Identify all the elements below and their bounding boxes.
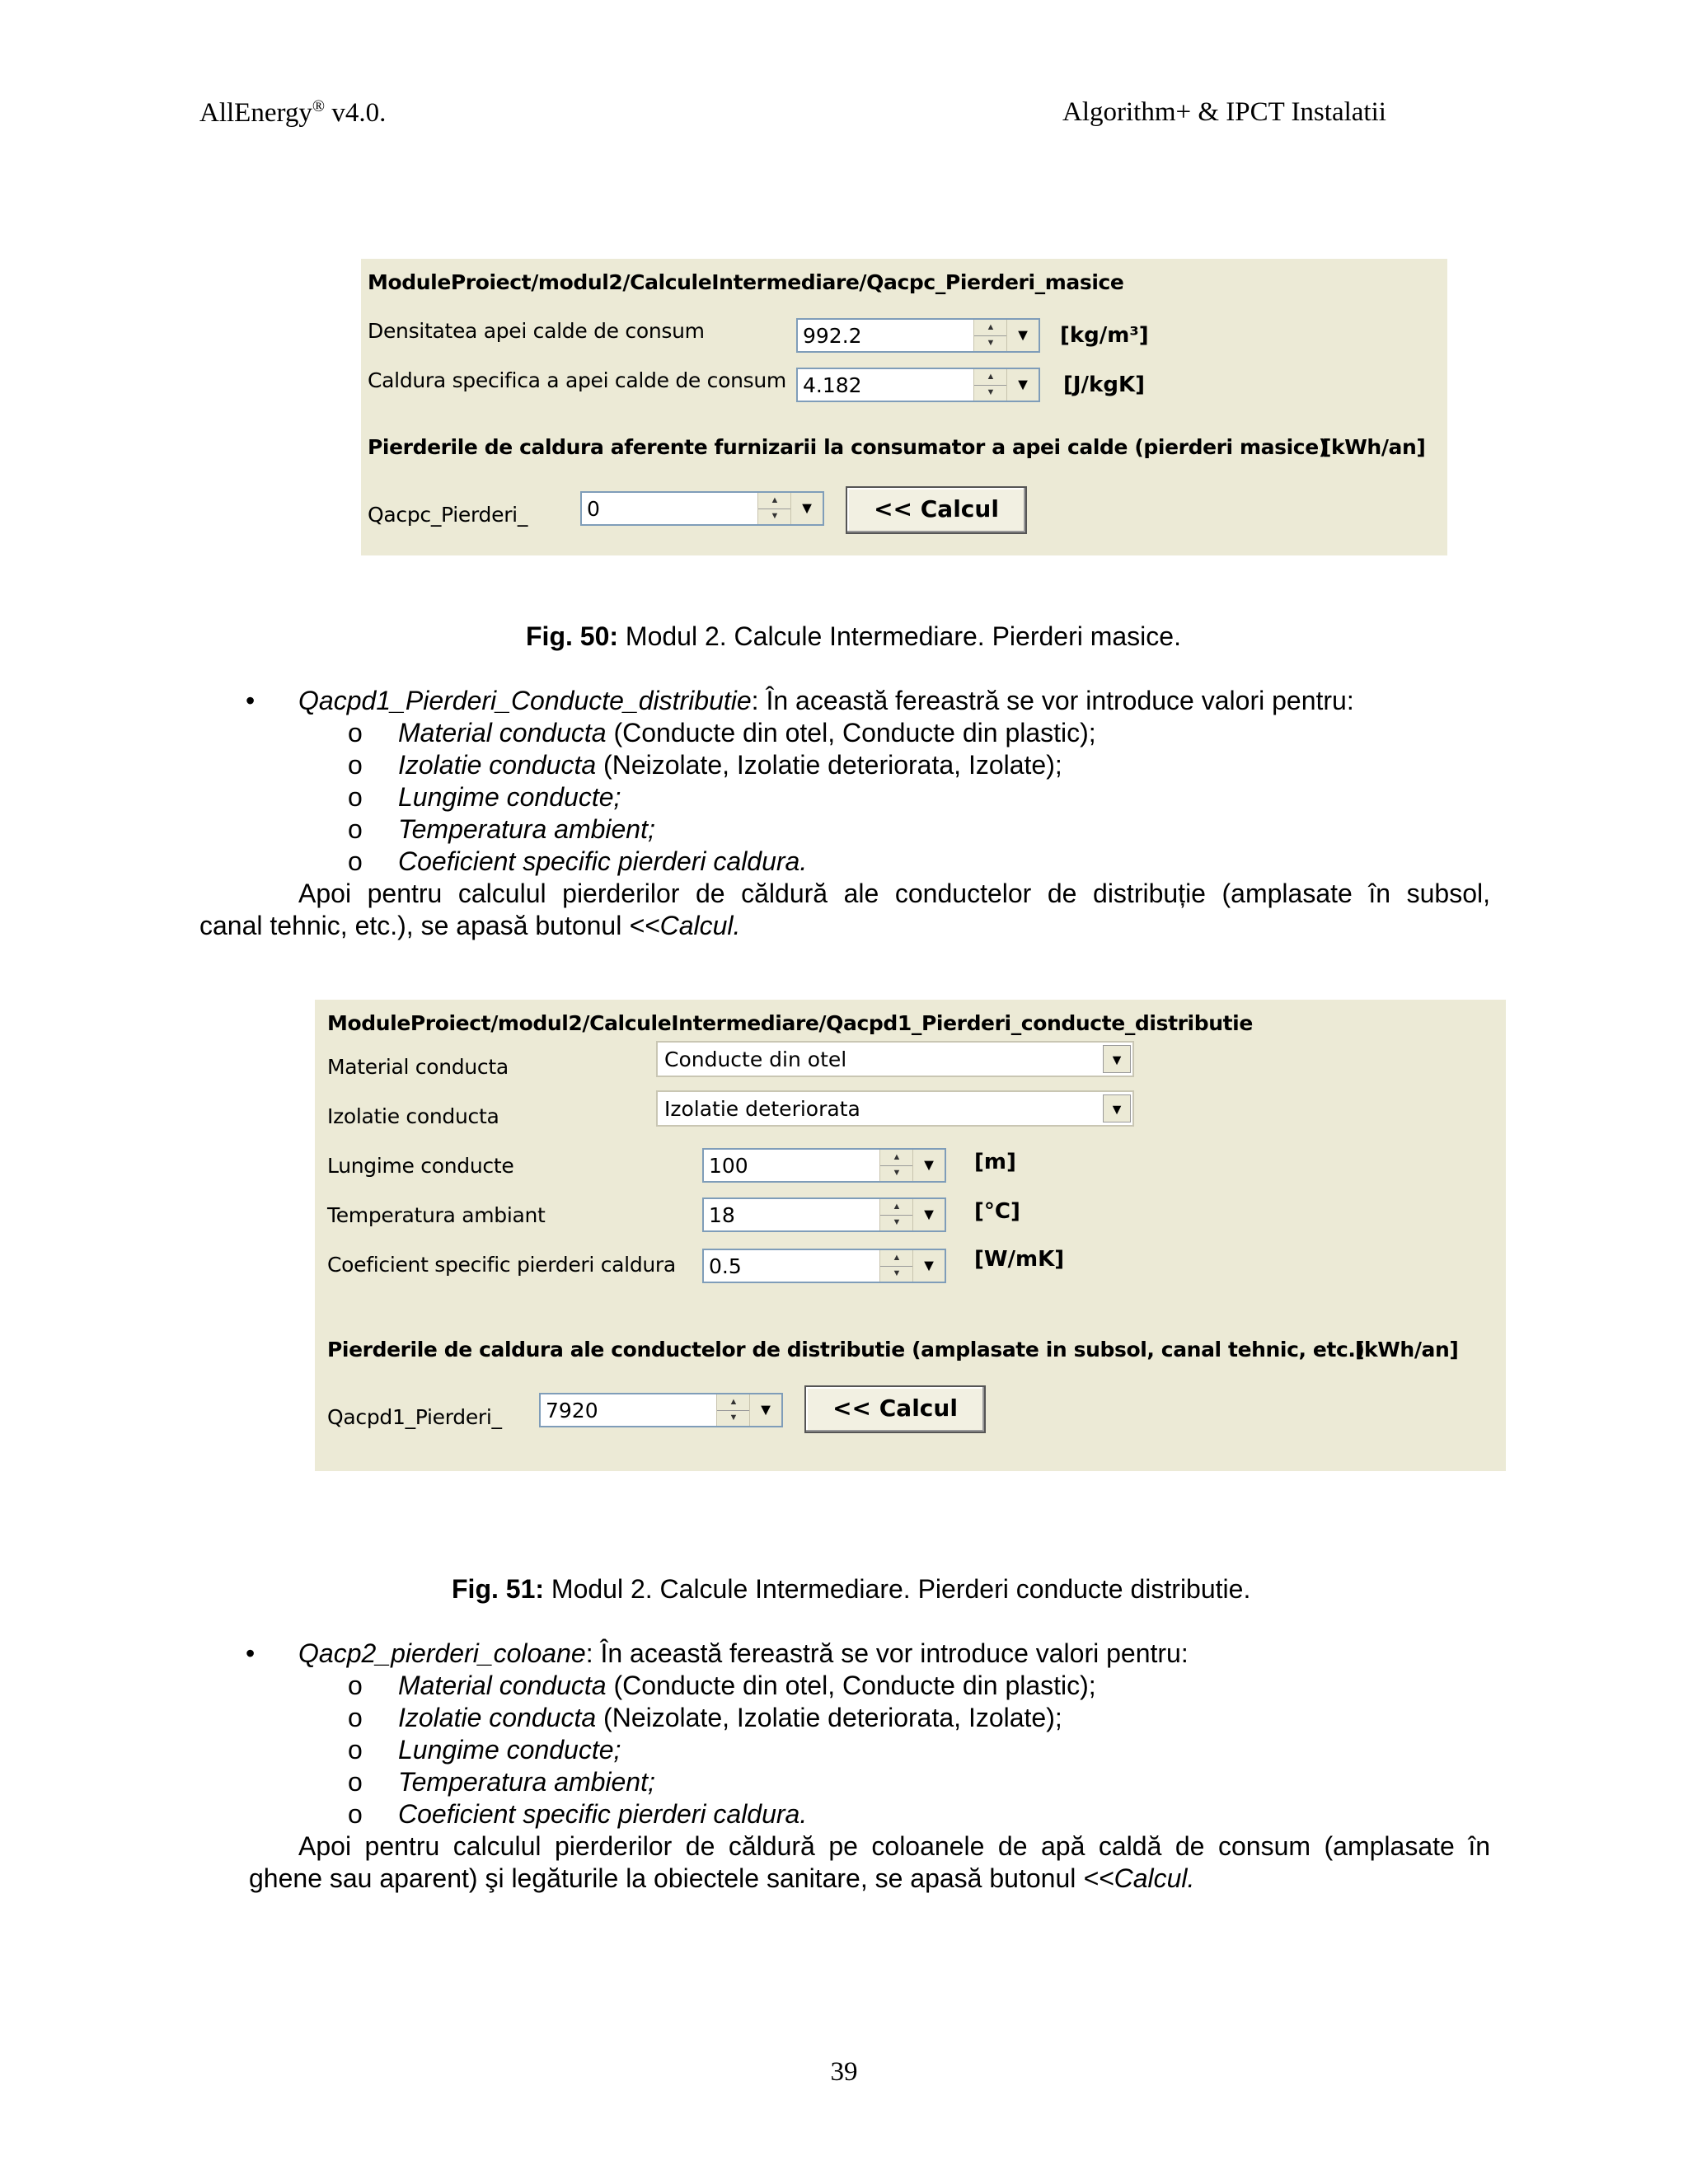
spin-down-icon[interactable]: ▼ [892,1168,902,1178]
section1-item: Coeficient specific pierderi caldura. [398,846,808,876]
fig51-caption: Fig. 51: Modul 2. Calcule Intermediare. Pierderi conducte distributie. [452,1574,1251,1604]
temperatura-unit: [°C] [974,1199,1020,1224]
header-right: Algorithm+ & IPCT Instalatii [1062,97,1386,127]
sub-bullet: o [348,750,363,780]
section1-item: Material conducta (Conducte din otel, Conducte din plastic); [398,718,1096,748]
sub-bullet: o [348,1703,363,1732]
section1-para-line2: canal tehnic, etc.), se apasă butonul <<Calcul. [199,911,741,940]
section2-bullet: Qacp2_pierderi_coloane: În această fereastră se vor introduce valori pentru: [298,1638,1189,1668]
spin-up-icon[interactable]: ▲ [974,369,1007,386]
density-unit: [kg/m³] [1060,323,1149,348]
sub-bullet: o [348,1735,363,1765]
fig51-result-heading: Pierderile de caldura ale conductelor de distributie (amplasate in subsol, canal tehnic, etc.) [327,1338,1365,1361]
lungime-unit: [m] [974,1150,1016,1174]
section1-item: Izolatie conducta (Neizolate, Izolatie deteriorata, Izolate); [398,750,1062,780]
qacpc-updown[interactable] [757,493,791,524]
bullet-dot: • [246,686,256,715]
spin-down-icon[interactable]: ▼ [892,1268,902,1278]
temperatura-updown[interactable] [879,1199,913,1230]
section2-para-line2: ghene sau aparent) şi legăturile la obiectele sanitare, se apasă butonul <<Calcul. [249,1863,1195,1893]
spin-up-icon[interactable]: ▲ [974,320,1007,336]
density-spinner[interactable] [796,318,1040,353]
specific-heat-label: Caldura specifica a apei calde de consum [368,368,786,392]
lungime-label: Lungime conducte [327,1154,514,1178]
temperatura-label: Temperatura ambiant [327,1203,546,1227]
calcul-button[interactable]: << Calcul [804,1385,986,1433]
qacpd1-spinner[interactable] [539,1393,783,1427]
specific-heat-unit: [J/kgK] [1063,373,1145,397]
coeficient-updown[interactable] [879,1250,913,1282]
spin-down-icon[interactable]: ▼ [986,338,996,348]
page-number: 39 [830,2057,858,2087]
fig51-panel [315,1000,1506,1471]
material-select[interactable] [656,1041,1134,1077]
fig50-result-heading: Pierderile de caldura aferente furnizarii la consumator a apei calde (pierderi masice) [368,435,1328,459]
fig50-panel [361,259,1447,555]
section2-item: Material conducta (Conducte din otel, Conducte din plastic); [398,1671,1096,1700]
spin-up-icon[interactable]: ▲ [717,1394,750,1411]
spin-down-icon[interactable]: ▼ [770,511,780,521]
chevron-down-icon[interactable]: ▼ [912,1250,945,1282]
fig50-caption: Fig. 50: Modul 2. Calcule Intermediare. Pierderi masice. [526,621,1181,651]
sub-bullet: o [348,782,363,812]
qacpc-spinner[interactable] [580,491,824,526]
sub-bullet: o [348,1799,363,1829]
spin-up-icon[interactable]: ▲ [880,1199,913,1216]
section1-para-line1: Apoi pentru calculul pierderilor de căldură ale conductelor de distribuție (amplasate în subsol, [298,879,1490,908]
section1-item: Lungime conducte; [398,782,621,812]
chevron-down-icon[interactable]: ▼ [912,1199,945,1230]
chevron-down-icon[interactable]: ▼ [749,1394,781,1426]
temperatura-value: 18 [709,1203,735,1227]
material-label: Material conducta [327,1055,509,1079]
fig50-title: ModuleProiect/modul2/CalculeIntermediare/Qacpc_Pierderi_masice [368,270,1124,294]
qacpd1-value: 7920 [546,1399,598,1422]
qacpc-value: 0 [587,497,600,521]
sub-bullet: o [348,1767,363,1797]
sub-bullet: o [348,718,363,748]
specific-heat-spinner[interactable] [796,368,1040,402]
qacpc-label: Qacpc_Pierderi_ [368,503,528,527]
spin-up-icon[interactable]: ▲ [880,1250,913,1267]
header-left: AllEnergy® v4.0. [199,97,387,128]
calcul-button[interactable]: << Calcul [846,486,1027,534]
spin-up-icon[interactable]: ▲ [758,493,791,509]
coeficient-unit: [W/mK] [974,1247,1065,1272]
lungime-updown[interactable] [879,1150,913,1181]
sub-bullet: o [348,814,363,844]
section1-item: Temperatura ambient; [398,814,655,844]
qacpd1-updown[interactable] [716,1394,750,1426]
fig51-title: ModuleProiect/modul2/CalculeIntermediare/Qacpd1_Pierderi_conducte_distributie [327,1011,1253,1035]
specific-heat-value: 4.182 [803,373,862,397]
izolatie-select[interactable] [656,1090,1134,1127]
chevron-down-icon[interactable]: ▼ [912,1150,945,1181]
sub-bullet: o [348,1671,363,1700]
izolatie-label: Izolatie conducta [327,1104,499,1128]
coeficient-label: Coeficient specific pierderi caldura [327,1253,676,1277]
lungime-value: 100 [709,1154,748,1178]
chevron-down-icon[interactable]: ▼ [790,493,823,524]
section2-para-line1: Apoi pentru calculul pierderilor de căldură pe coloanele de apă caldă de consum (amplasate în [298,1831,1490,1861]
density-updown[interactable] [973,320,1007,351]
chevron-down-icon[interactable]: ▼ [1006,320,1039,351]
chevron-down-icon[interactable]: ▼ [1103,1045,1131,1073]
sub-bullet: o [348,846,363,876]
fig50-result-unit: [kWh/an] [1322,435,1426,459]
qacpd1-label: Qacpd1_Pierderi_ [327,1405,502,1429]
section1-bullet: Qacpd1_Pierderi_Conducte_distributie: În această fereastră se vor introduce valori pentru: [298,686,1354,715]
fig51-result-unit: [kWh/an] [1355,1338,1459,1361]
section2-item: Coeficient specific pierderi caldura. [398,1799,808,1829]
section2-item: Izolatie conducta (Neizolate, Izolatie deteriorata, Izolate); [398,1703,1062,1732]
bullet-dot: • [246,1638,256,1668]
section2-item: Temperatura ambient; [398,1767,655,1797]
spin-down-icon[interactable]: ▼ [729,1413,738,1422]
material-value: Conducte din otel [664,1047,847,1071]
section2-item: Lungime conducte; [398,1735,621,1765]
coeficient-value: 0.5 [709,1254,742,1278]
spin-down-icon[interactable]: ▼ [986,387,996,397]
chevron-down-icon[interactable]: ▼ [1103,1094,1131,1122]
lungime-spinner[interactable] [702,1148,946,1183]
density-label: Densitatea apei calde de consum [368,319,705,343]
spin-up-icon[interactable]: ▲ [880,1150,913,1166]
spin-down-icon[interactable]: ▼ [892,1217,902,1227]
chevron-down-icon[interactable]: ▼ [1006,369,1039,401]
density-value: 992.2 [803,324,862,348]
izolatie-value: Izolatie deteriorata [664,1097,860,1121]
temperatura-spinner[interactable] [702,1197,946,1232]
specific-heat-updown[interactable] [973,369,1007,401]
coeficient-spinner[interactable] [702,1249,946,1283]
